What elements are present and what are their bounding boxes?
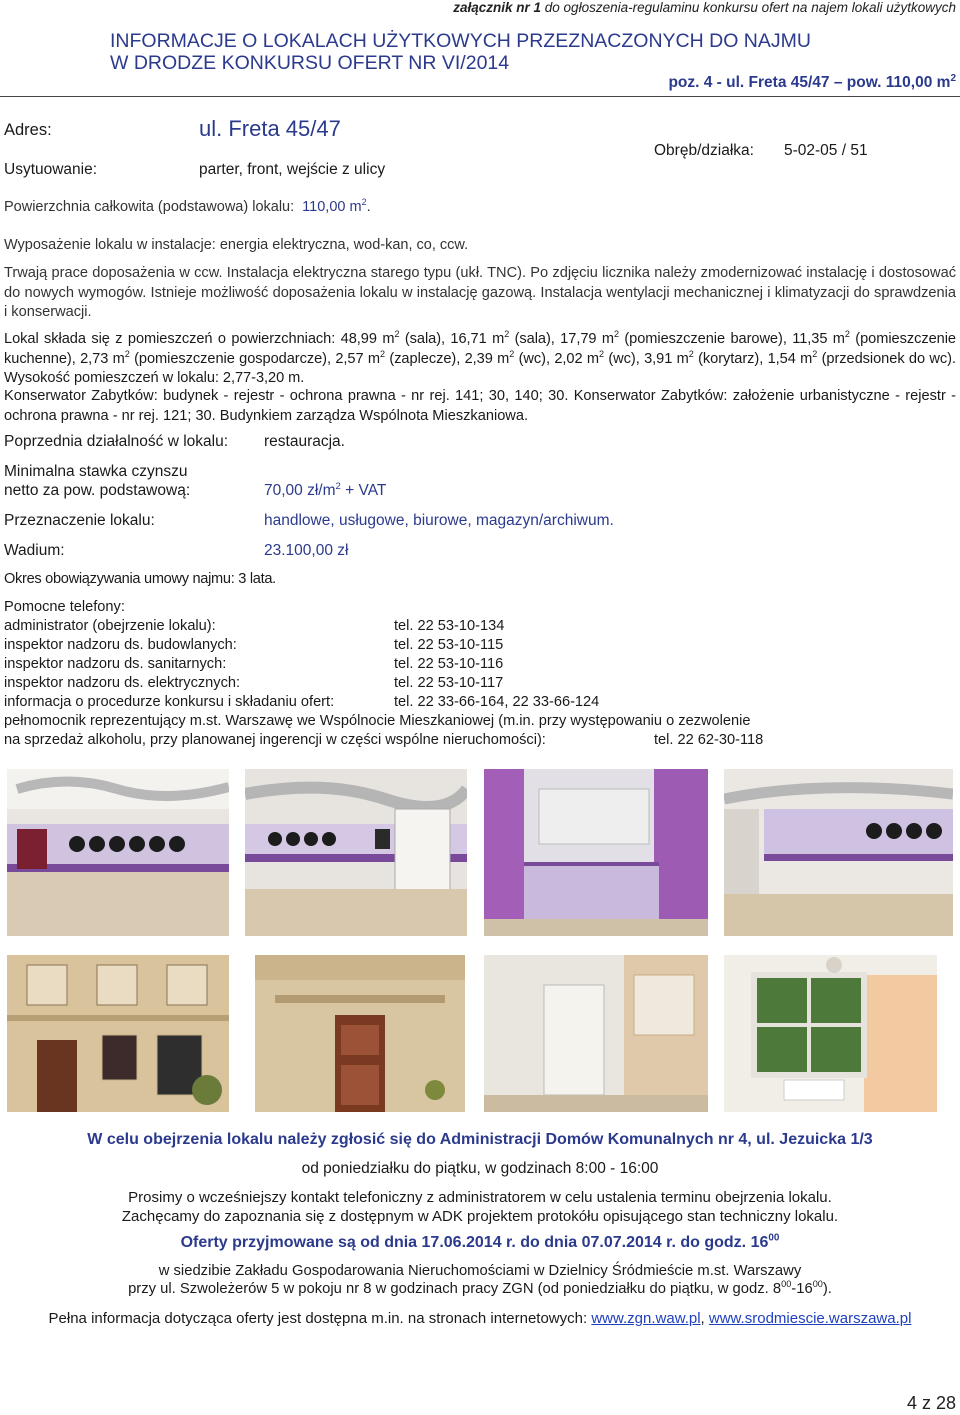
rooms-text: (pomieszczenie gospodarcze), 2,57 m	[129, 350, 381, 367]
rooms-text: (korytarz), 1,54 m	[693, 350, 813, 367]
rooms-text: (sala), 16,71 m	[399, 331, 505, 347]
rooms-text: (pomieszczenie kuchenne), 2,73 m	[4, 331, 956, 367]
contact-line-2: Zachęcamy do zapoznania się z dostępnym w ADK projektem protokółu opisującego stan techniczny lokalu.	[121, 1208, 839, 1225]
web-info	[0, 1310, 960, 1327]
works-paragraph: Trwają prace doposażenia w ccw. Instalacja elektryczna starego typu (ukł. TNC). Po zdjęciu licznika należy zmodernizować instalację i dostosować do nowych wymogów. Istnieje możliwość doposażenia lokalu w instalację gazową. Instalacja wentylacji mechanicznej i klimatyzacji do sprawdzenia i konserwacji.	[4, 265, 956, 320]
rooms-sup: 2	[844, 329, 850, 340]
previous-value: restauracja.	[264, 433, 345, 450]
area-number: 110,00 m	[302, 199, 362, 215]
phone-row	[4, 675, 240, 691]
phone-label: inspektor nadzoru ds. elektrycznych:	[4, 675, 241, 691]
purpose-label: Przeznaczenie lokalu:	[4, 512, 155, 529]
office-text-a: przy ul. Szwoleżerów 5 w pokoju nr 8 w godzinach pracy ZGN (od poniedziałku do piątku, w godz. 8	[128, 1281, 782, 1297]
period-line	[4, 571, 276, 587]
rooms-text: (wc), 2,02 m	[514, 350, 599, 367]
rooms-sup: 2	[380, 348, 386, 359]
rooms-text: Lokal składa się z pomieszczeń o powierzchniach: 48,99 m	[4, 331, 395, 347]
phone-number: tel. 22 53-10-115	[394, 637, 504, 653]
rooms-sup: 2	[688, 348, 694, 359]
office-sup-1: 00	[781, 1279, 792, 1290]
phone-number: tel. 22 53-10-116	[394, 656, 504, 672]
annex-prefix: załącznik nr 1	[453, 0, 542, 15]
phone-label: administrator (obejrzenie lokalu):	[4, 618, 216, 634]
office-text-b: -16	[791, 1281, 813, 1297]
rent-sup: 2	[335, 480, 341, 492]
photo-facade	[7, 955, 229, 1112]
phones-heading: Pomocne telefony:	[4, 599, 125, 615]
equipment-line: Wyposażenie lokalu w instalacje: energia elektryczna, wod-kan, co, ccw.	[4, 237, 469, 253]
offers-deadline	[0, 1234, 960, 1252]
visit-info: W celu obejrzenia lokalu należy zgłosić się do Administracji Domów Komunalnych nr 4, ul. Jezuicka 1/3	[87, 1131, 873, 1148]
office-sup-2: 00	[812, 1279, 823, 1290]
position-sup: 2	[950, 72, 956, 84]
title-line-1: INFORMACJE O LOKALACH UŻYTKOWYCH PRZEZNACZONYCH DO NAJMU	[110, 30, 811, 52]
address-label: Adres:	[4, 121, 52, 139]
phone-label: inspektor nadzoru ds. budowlanych:	[4, 637, 237, 653]
phone-number: tel. 22 53-10-117	[394, 675, 504, 691]
page-number: 4 z 28	[906, 1393, 956, 1413]
proxy-line-2: na sprzedaż alkoholu, przy planowanej ingerencji w części wspólne nieruchomości):	[4, 732, 546, 748]
office-line-2	[0, 1281, 960, 1297]
deposit-value: 23.100,00 zł	[264, 542, 349, 559]
web-info-prefix: Pełna informacja dotycząca oferty jest dostępna m.in. na stronach internetowych:	[48, 1310, 588, 1327]
area-label: Powierzchnia całkowita (podstawowa) lokalu:	[4, 199, 295, 215]
rooms-sup: 2	[124, 348, 130, 359]
rooms-sup: 2	[613, 329, 619, 340]
area-value	[302, 199, 366, 215]
period-value: 3 lata.	[238, 571, 276, 587]
conservator-paragraph: Konserwator Zabytków: budynek - rejestr - ochrona prawna - nr rej. 141; 30, 140; 30. Konserwator Zabytków: założenie urbanistyczne - rejestr - ochrona prawna - nr rej. 121; 30. Budynkiem zarządza Wspólnota Mieszkaniowa.	[4, 388, 956, 424]
link-separator: ,	[700, 1310, 705, 1327]
rooms-text: (przedsionek do wc). Wysokość pomieszczeń w lokalu: 2,77-3,20 m.	[4, 350, 956, 386]
period-label: Okres obowiązywania umowy najmu:	[4, 571, 235, 587]
phone-row	[4, 618, 216, 634]
rooms-sup: 2	[394, 329, 400, 340]
rooms-text: (pomieszczenie barowe), 11,35 m	[618, 331, 845, 347]
phone-row	[4, 656, 226, 672]
page-title	[110, 30, 811, 74]
title-line-2: W DRODZE KONKURSU OFERT NR VI/2014	[110, 52, 510, 74]
office-line-1: w siedzibie Zakładu Gospodarowania Nieruchomościami w Dzielnicy Śródmieście m.st. Warszawy	[158, 1263, 802, 1279]
rooms-text: (wc), 3,91 m	[603, 350, 689, 367]
area-end: .	[366, 199, 371, 215]
photo-corridor	[484, 955, 708, 1112]
proxy-phone: tel. 22 62-30-118	[654, 732, 764, 748]
parcel-value: 5-02-05 / 51	[784, 142, 868, 159]
rent-number: 70,00 zł/m	[264, 482, 336, 499]
photo-interior-2	[245, 769, 467, 936]
parcel-label: Obręb/działka:	[654, 142, 754, 159]
location-label: Usytuowanie:	[4, 161, 98, 178]
rooms-sup: 2	[509, 348, 515, 359]
photo-interior-1	[7, 769, 229, 936]
address-value: ul. Freta 45/47	[199, 116, 341, 141]
rent-label-1: Minimalna stawka czynszu	[4, 463, 188, 480]
phone-row	[4, 694, 334, 710]
visit-hours: od poniedziałku do piątku, w godzinach 8:00 - 16:00	[301, 1160, 659, 1177]
rooms-sup: 2	[812, 348, 818, 359]
position-text: poz. 4 - ul. Freta 45/47 – pow. 110,00 m	[668, 74, 951, 91]
phone-row	[4, 637, 237, 653]
location-value: parter, front, wejście z ulicy	[199, 161, 386, 178]
phone-number: tel. 22 33-66-164, 22 33-66-124	[394, 694, 600, 710]
annex-note	[453, 0, 956, 15]
rent-value	[264, 482, 386, 500]
photo-bar	[484, 769, 708, 936]
rent-end: + VAT	[340, 482, 387, 499]
phone-label: inspektor nadzoru ds. sanitarnych:	[4, 656, 227, 672]
srodmiescie-link[interactable]: www.srodmiescie.warszawa.pl	[708, 1310, 912, 1327]
rooms-text: (zaplecze), 2,39 m	[385, 350, 510, 367]
photo-interior-3	[724, 769, 953, 936]
zgn-link[interactable]: www.zgn.waw.pl	[591, 1310, 701, 1327]
purpose-value: handlowe, usługowe, biurowe, magazyn/archiwum.	[264, 512, 614, 529]
offers-text: Oferty przyjmowane są od dnia 17.06.2014 r. do dnia 07.07.2014 r. do godz. 16	[180, 1234, 769, 1251]
deposit-label: Wadium:	[4, 542, 65, 559]
rooms-sup: 2	[599, 348, 604, 359]
office-text-c: ).	[822, 1281, 832, 1297]
position-heading	[668, 74, 956, 92]
photo-window-room	[724, 955, 937, 1112]
phone-number: tel. 22 53-10-134	[394, 618, 505, 634]
rooms-text: (sala), 17,79 m	[509, 331, 614, 347]
rent-label-2: netto za pow. podstawową:	[4, 482, 191, 499]
offers-sup: 00	[768, 1232, 780, 1244]
header-divider	[0, 96, 960, 97]
proxy-line-1: pełnomocnik reprezentujący m.st. Warszawę we Wspólnocie Mieszkaniowej (m.in. przy występowaniu o zezwolenie	[4, 713, 751, 729]
area-line	[4, 199, 371, 215]
phone-label: informacja o procedurze konkursu i składaniu ofert:	[4, 694, 335, 710]
photo-entrance	[255, 955, 465, 1112]
previous-label: Poprzednia działalność w lokalu:	[4, 433, 229, 450]
rooms-sup: 2	[504, 329, 510, 340]
contact-line-1: Prosimy o wcześniejszy kontakt telefoniczny z administratorem w celu ustalenia terminu obejrzenia lokalu.	[128, 1189, 832, 1206]
annex-rest: do ogłoszenia-regulaminu konkursu ofert na najem lokali użytkowych	[544, 0, 956, 15]
area-sup: 2	[361, 197, 367, 208]
rooms-paragraph	[4, 330, 956, 389]
